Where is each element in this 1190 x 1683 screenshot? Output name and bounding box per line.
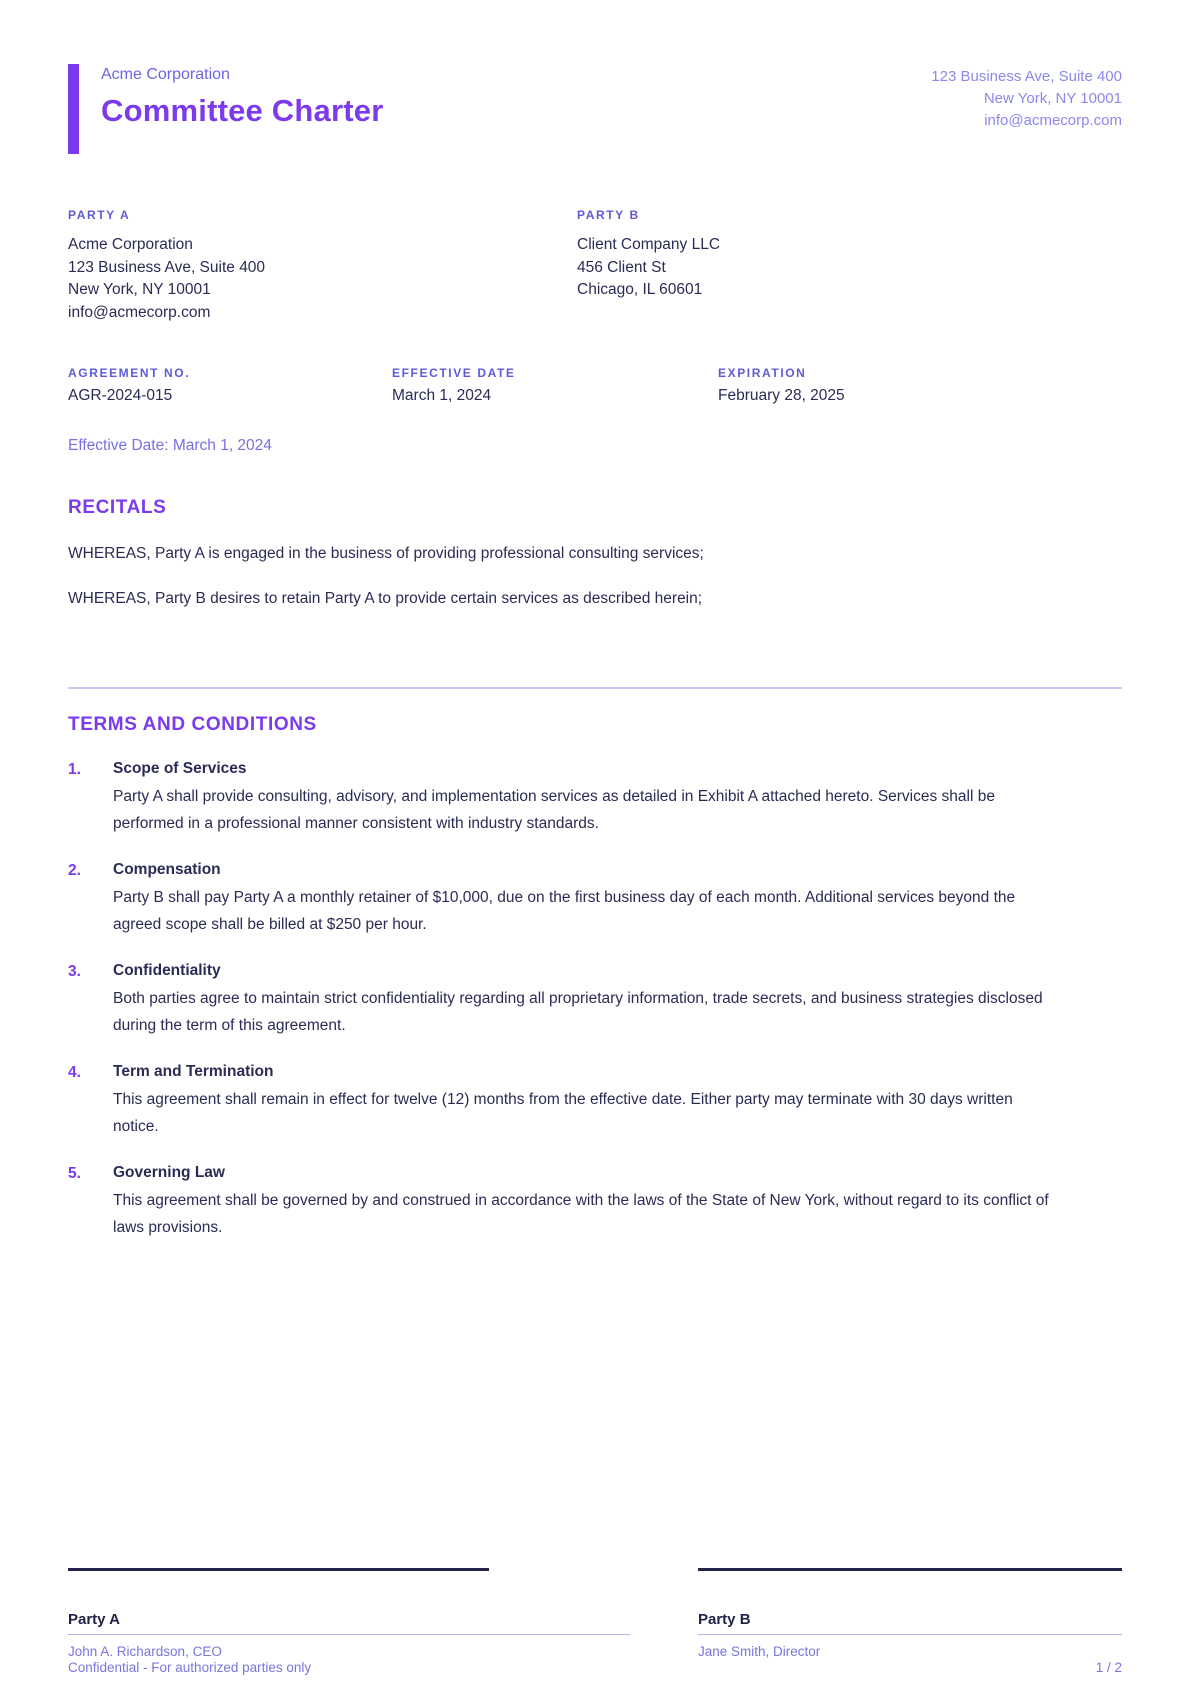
meta-label: AGREEMENT NO. bbox=[68, 366, 191, 380]
meta-value: February 28, 2025 bbox=[718, 387, 845, 404]
party-line: Client Company LLC bbox=[577, 236, 721, 253]
meta-expiration bbox=[718, 366, 1122, 405]
term-number: 1. bbox=[68, 761, 81, 778]
party-line: info@acmecorp.com bbox=[68, 303, 211, 321]
party-a-label: PARTY A bbox=[68, 208, 131, 222]
party-a-lines bbox=[68, 234, 577, 324]
term-item bbox=[68, 760, 1122, 837]
term-body: Both parties agree to maintain strict confidentiality regarding all proprietary information, trade secrets, and business strategies disclosed during the term of this agreement. bbox=[113, 990, 1043, 1034]
party-b-label: PARTY B bbox=[577, 208, 640, 222]
party-line: Chicago, IL 60601 bbox=[577, 281, 703, 298]
brand-block bbox=[68, 64, 383, 154]
document-header bbox=[68, 64, 1122, 154]
section-heading-recitals: RECITALS bbox=[68, 497, 167, 518]
term-title: Scope of Services bbox=[113, 760, 247, 777]
term-number: 5. bbox=[68, 1165, 81, 1182]
header-contact-line: 123 Business Ave, Suite 400 bbox=[931, 68, 1122, 85]
party-line: New York, NY 10001 bbox=[68, 281, 211, 298]
signature-line bbox=[698, 1568, 1122, 1571]
parties-section bbox=[68, 208, 1122, 324]
confidential-note: Confidential - For authorized parties only bbox=[68, 1660, 312, 1675]
signature-party-label: Party B bbox=[698, 1611, 1122, 1635]
term-item bbox=[68, 1164, 1122, 1241]
term-number: 3. bbox=[68, 963, 81, 980]
accent-bar bbox=[68, 64, 79, 154]
term-title: Compensation bbox=[113, 861, 221, 878]
party-line: 456 Client St bbox=[577, 258, 666, 276]
meta-label: EFFECTIVE DATE bbox=[392, 366, 516, 380]
recital-paragraph: WHEREAS, Party B desires to retain Party A to provide certain services as described herein; bbox=[68, 590, 703, 607]
term-item bbox=[68, 861, 1122, 938]
party-line: Acme Corporation bbox=[68, 236, 193, 253]
page-number: 1 / 2 bbox=[1095, 1660, 1122, 1675]
signature-block-party-b bbox=[698, 1568, 1122, 1675]
meta-value: AGR-2024-015 bbox=[68, 387, 173, 404]
agreement-meta-row bbox=[68, 366, 1122, 405]
term-title: Term and Termination bbox=[113, 1063, 274, 1080]
term-item bbox=[68, 1063, 1122, 1140]
term-number: 2. bbox=[68, 862, 81, 879]
signature-footer bbox=[68, 1568, 1122, 1675]
signature-line bbox=[68, 1568, 489, 1571]
header-contact bbox=[931, 64, 1122, 132]
meta-agreement-no bbox=[68, 366, 392, 405]
terms-list bbox=[68, 760, 1122, 1241]
term-content bbox=[113, 962, 1053, 1039]
term-content bbox=[113, 861, 1053, 938]
term-item bbox=[68, 962, 1122, 1039]
section-divider bbox=[68, 687, 1122, 689]
signature-party-label: Party A bbox=[68, 1611, 630, 1635]
term-content bbox=[113, 760, 1053, 837]
term-body: This agreement shall be governed by and construed in accordance with the laws of the State of New York, without regard to its conflict of laws provisions. bbox=[113, 1192, 1049, 1236]
meta-label: EXPIRATION bbox=[718, 366, 807, 380]
term-body: This agreement shall remain in effect for twelve (12) months from the effective date. Either party may terminate with 30 days written notice. bbox=[113, 1091, 1013, 1135]
term-number: 4. bbox=[68, 1064, 81, 1081]
party-b-lines bbox=[577, 234, 1122, 302]
header-contact-line: info@acmecorp.com bbox=[984, 112, 1122, 129]
term-content bbox=[113, 1063, 1053, 1140]
recital-paragraph: WHEREAS, Party A is engaged in the business of providing professional consulting services; bbox=[68, 545, 704, 562]
meta-effective-date bbox=[392, 366, 718, 405]
party-line: 123 Business Ave, Suite 400 bbox=[68, 258, 266, 276]
party-b-block bbox=[577, 208, 1122, 324]
term-title: Governing Law bbox=[113, 1164, 225, 1181]
document-title: Committee Charter bbox=[101, 93, 384, 128]
meta-value: March 1, 2024 bbox=[392, 387, 492, 404]
term-title: Confidentiality bbox=[113, 962, 221, 979]
header-contact-line: New York, NY 10001 bbox=[983, 90, 1122, 107]
party-a-block bbox=[68, 208, 577, 324]
signature-name: Jane Smith, Director bbox=[698, 1644, 821, 1659]
company-name: Acme Corporation bbox=[101, 66, 230, 83]
signature-name: John A. Richardson, CEO bbox=[68, 1644, 222, 1659]
term-content bbox=[113, 1164, 1053, 1241]
brand-text bbox=[101, 64, 383, 154]
term-body: Party A shall provide consulting, advisory, and implementation services as detailed in Exhibit A attached hereto. Services shall be performed in a professional manner consistent with industry standards. bbox=[113, 788, 995, 832]
term-body: Party B shall pay Party A a monthly retainer of $10,000, due on the first business day of each month. Additional services beyond the agreed scope shall be billed at $250 per hour. bbox=[113, 889, 1016, 933]
signature-block-party-a bbox=[68, 1568, 630, 1675]
section-heading-terms: TERMS AND CONDITIONS bbox=[68, 714, 317, 735]
effective-date-note: Effective Date: March 1, 2024 bbox=[68, 437, 272, 454]
